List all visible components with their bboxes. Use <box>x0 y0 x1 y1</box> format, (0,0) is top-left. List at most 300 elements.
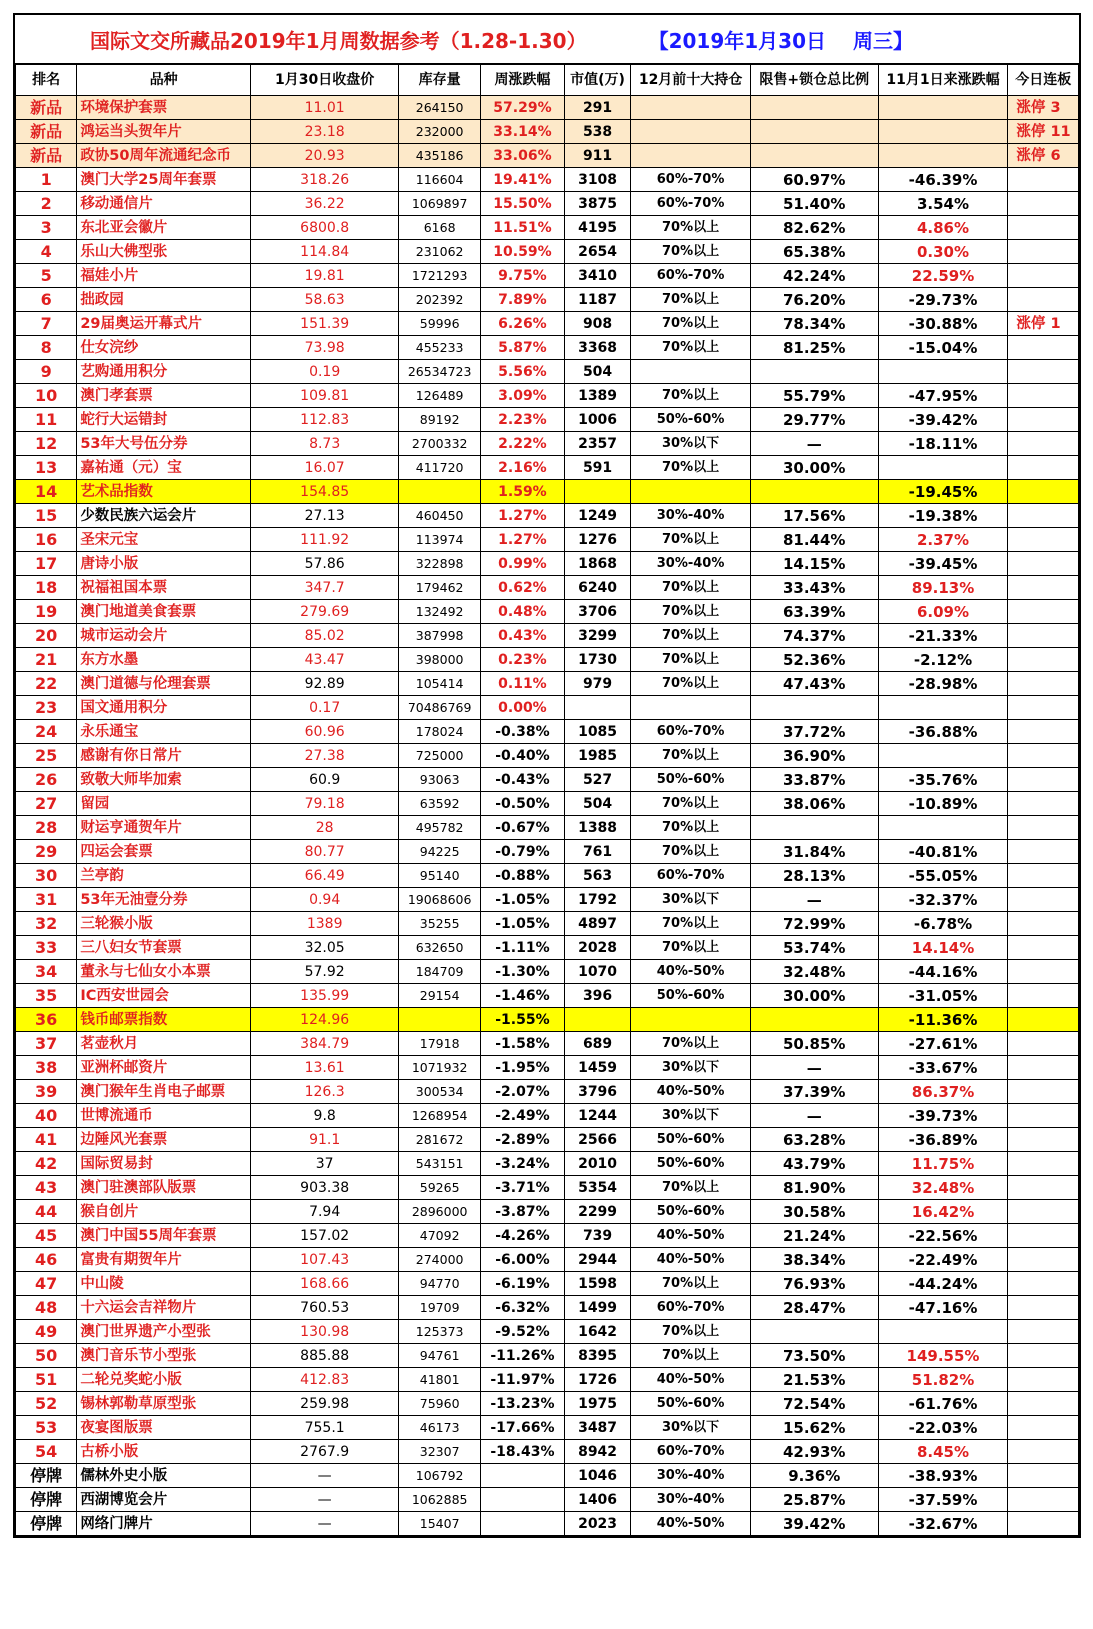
name-cell: 二轮兑奖蛇小版 <box>77 1368 251 1392</box>
close-price-cell: 157.02 <box>251 1224 399 1248</box>
name-cell: 祝福祖国本票 <box>77 576 251 600</box>
since-nov1-cell: -10.89% <box>878 792 1008 816</box>
name-cell: 古桥小版 <box>77 1440 251 1464</box>
market-value-cell: 1406 <box>564 1488 630 1512</box>
table-row <box>16 1512 1079 1536</box>
header-lock-ratio: 限售+锁仓总比例 <box>750 65 878 96</box>
stock-cell: 15407 <box>399 1512 481 1536</box>
report-date: 【2019年1月30日 周三】 <box>648 28 913 53</box>
since-nov1-cell: -33.67% <box>878 1056 1008 1080</box>
table-row <box>16 696 1079 720</box>
lock-ratio-cell: 25.87% <box>750 1488 878 1512</box>
rank-cell: 38 <box>16 1056 77 1080</box>
limit-up-cell: 涨停 1 <box>1008 312 1079 336</box>
top10-holdings-cell: 70%以上 <box>631 912 751 936</box>
lock-ratio-cell: — <box>750 432 878 456</box>
weekly-change-cell: 0.62% <box>481 576 565 600</box>
limit-up-cell <box>1008 336 1079 360</box>
name-cell: 儒林外史小版 <box>77 1464 251 1488</box>
stock-cell: 231062 <box>399 240 481 264</box>
limit-up-cell <box>1008 504 1079 528</box>
name-cell: 移动通信片 <box>77 192 251 216</box>
header-name: 品种 <box>77 65 251 96</box>
lock-ratio-cell: 33.87% <box>750 768 878 792</box>
stock-cell: 29154 <box>399 984 481 1008</box>
table-row <box>16 864 1079 888</box>
stock-cell: 93063 <box>399 768 481 792</box>
rank-cell: 15 <box>16 504 77 528</box>
top10-holdings-cell: 70%以上 <box>631 792 751 816</box>
stock-cell: 435186 <box>399 144 481 168</box>
table-row <box>16 720 1079 744</box>
top10-holdings-cell <box>631 144 751 168</box>
close-price-cell: 885.88 <box>251 1344 399 1368</box>
name-cell: 十六运会吉祥物片 <box>77 1296 251 1320</box>
market-value-cell: 1598 <box>564 1272 630 1296</box>
table-row <box>16 504 1079 528</box>
rank-cell: 37 <box>16 1032 77 1056</box>
market-value-cell: 396 <box>564 984 630 1008</box>
rank-cell: 32 <box>16 912 77 936</box>
since-nov1-cell: -22.49% <box>878 1248 1008 1272</box>
rank-cell: 停牌 <box>16 1488 77 1512</box>
lock-ratio-cell: 63.39% <box>750 600 878 624</box>
stock-cell: 59265 <box>399 1176 481 1200</box>
market-value-cell: 4195 <box>564 216 630 240</box>
name-cell: 边陲风光套票 <box>77 1128 251 1152</box>
rank-cell: 5 <box>16 264 77 288</box>
lock-ratio-cell: 74.37% <box>750 624 878 648</box>
since-nov1-cell: -29.73% <box>878 288 1008 312</box>
weekly-change-cell: -3.87% <box>481 1200 565 1224</box>
top10-holdings-cell: 60%-70% <box>631 1440 751 1464</box>
lock-ratio-cell <box>750 144 878 168</box>
weekly-change-cell <box>481 1464 565 1488</box>
close-price-cell: 27.38 <box>251 744 399 768</box>
stock-cell: 132492 <box>399 600 481 624</box>
weekly-change-cell: -6.32% <box>481 1296 565 1320</box>
limit-up-cell <box>1008 888 1079 912</box>
name-cell: 嘉祐通（元）宝 <box>77 456 251 480</box>
stock-cell: 41801 <box>399 1368 481 1392</box>
limit-up-cell <box>1008 216 1079 240</box>
market-value-cell: 2654 <box>564 240 630 264</box>
weekly-change-cell: 19.41% <box>481 168 565 192</box>
stock-cell: 178024 <box>399 720 481 744</box>
top10-holdings-cell: 70%以上 <box>631 1272 751 1296</box>
top10-holdings-cell: 30%以下 <box>631 1104 751 1128</box>
name-cell: 拙政园 <box>77 288 251 312</box>
name-cell: 夜宴图版票 <box>77 1416 251 1440</box>
weekly-change-cell: 7.89% <box>481 288 565 312</box>
lock-ratio-cell <box>750 1320 878 1344</box>
limit-up-cell <box>1008 552 1079 576</box>
close-price-cell: 107.43 <box>251 1248 399 1272</box>
limit-up-cell <box>1008 1392 1079 1416</box>
since-nov1-cell: 32.48% <box>878 1176 1008 1200</box>
close-price-cell: 126.3 <box>251 1080 399 1104</box>
market-value-cell: 1244 <box>564 1104 630 1128</box>
name-cell: 澳门驻澳部队版票 <box>77 1176 251 1200</box>
limit-up-cell <box>1008 1368 1079 1392</box>
rank-cell: 43 <box>16 1176 77 1200</box>
header-top10-holdings: 12月前十大持仓 <box>631 65 751 96</box>
limit-up-cell <box>1008 1224 1079 1248</box>
rank-cell: 25 <box>16 744 77 768</box>
lock-ratio-cell: 37.72% <box>750 720 878 744</box>
top10-holdings-cell: 60%-70% <box>631 720 751 744</box>
rank-cell: 54 <box>16 1440 77 1464</box>
close-price-cell: 19.81 <box>251 264 399 288</box>
market-value-cell: 1070 <box>564 960 630 984</box>
since-nov1-cell: 89.13% <box>878 576 1008 600</box>
weekly-change-cell: -0.88% <box>481 864 565 888</box>
rank-cell: 36 <box>16 1008 77 1032</box>
limit-up-cell <box>1008 1512 1079 1536</box>
top10-holdings-cell: 70%以上 <box>631 336 751 360</box>
table-row <box>16 192 1079 216</box>
limit-up-cell <box>1008 1080 1079 1104</box>
lock-ratio-cell: 28.13% <box>750 864 878 888</box>
since-nov1-cell: 4.86% <box>878 216 1008 240</box>
lock-ratio-cell: 21.24% <box>750 1224 878 1248</box>
weekly-change-cell: 2.22% <box>481 432 565 456</box>
market-value-cell: 504 <box>564 792 630 816</box>
rank-cell: 18 <box>16 576 77 600</box>
lock-ratio-cell: 36.90% <box>750 744 878 768</box>
weekly-change-cell: -6.19% <box>481 1272 565 1296</box>
limit-up-cell <box>1008 384 1079 408</box>
market-value-cell: 527 <box>564 768 630 792</box>
close-price-cell: — <box>251 1512 399 1536</box>
close-price-cell: 111.92 <box>251 528 399 552</box>
rank-cell: 28 <box>16 816 77 840</box>
limit-up-cell <box>1008 1488 1079 1512</box>
lock-ratio-cell <box>750 96 878 120</box>
table-row <box>16 1416 1079 1440</box>
stock-cell: 113974 <box>399 528 481 552</box>
limit-up-cell <box>1008 1152 1079 1176</box>
top10-holdings-cell: 70%以上 <box>631 1032 751 1056</box>
name-cell: 猴自创片 <box>77 1200 251 1224</box>
top10-holdings-cell: 30%-40% <box>631 552 751 576</box>
title-bar <box>15 15 1079 64</box>
limit-up-cell <box>1008 1464 1079 1488</box>
weekly-change-cell: -0.43% <box>481 768 565 792</box>
table-row <box>16 1176 1079 1200</box>
lock-ratio-cell: 30.00% <box>750 456 878 480</box>
top10-holdings-cell: 50%-60% <box>631 1392 751 1416</box>
name-cell: 澳门音乐节小型张 <box>77 1344 251 1368</box>
since-nov1-cell: 14.14% <box>878 936 1008 960</box>
rank-cell: 新品 <box>16 96 77 120</box>
stock-cell: 1062885 <box>399 1488 481 1512</box>
table-header-row <box>16 65 1079 96</box>
since-nov1-cell <box>878 816 1008 840</box>
lock-ratio-cell: 63.28% <box>750 1128 878 1152</box>
name-cell: 艺术品指数 <box>77 480 251 504</box>
lock-ratio-cell: 81.90% <box>750 1176 878 1200</box>
market-value-cell: 1085 <box>564 720 630 744</box>
weekly-change-cell: -1.05% <box>481 888 565 912</box>
limit-up-cell <box>1008 648 1079 672</box>
lock-ratio-cell: 9.36% <box>750 1464 878 1488</box>
table-row <box>16 1224 1079 1248</box>
name-cell: 三轮猴小版 <box>77 912 251 936</box>
stock-cell: 59996 <box>399 312 481 336</box>
market-value-cell: 3108 <box>564 168 630 192</box>
lock-ratio-cell: 30.58% <box>750 1200 878 1224</box>
market-value-cell: 3410 <box>564 264 630 288</box>
rank-cell: 48 <box>16 1296 77 1320</box>
top10-holdings-cell: 70%以上 <box>631 1320 751 1344</box>
limit-up-cell <box>1008 1248 1079 1272</box>
top10-holdings-cell: 70%以上 <box>631 1176 751 1200</box>
stock-cell: 1069897 <box>399 192 481 216</box>
lock-ratio-cell: 72.99% <box>750 912 878 936</box>
close-price-cell: 347.7 <box>251 576 399 600</box>
close-price-cell: — <box>251 1488 399 1512</box>
close-price-cell: 32.05 <box>251 936 399 960</box>
market-value-cell: 538 <box>564 120 630 144</box>
close-price-cell: 37 <box>251 1152 399 1176</box>
close-price-cell: 109.81 <box>251 384 399 408</box>
close-price-cell: 73.98 <box>251 336 399 360</box>
name-cell: 三八妇女节套票 <box>77 936 251 960</box>
top10-holdings-cell: 70%以上 <box>631 240 751 264</box>
table-row <box>16 624 1079 648</box>
stock-cell <box>399 1008 481 1032</box>
rank-cell: 50 <box>16 1344 77 1368</box>
since-nov1-cell: 3.54% <box>878 192 1008 216</box>
limit-up-cell <box>1008 912 1079 936</box>
name-cell: 鸿运当头贺年片 <box>77 120 251 144</box>
since-nov1-cell: -36.88% <box>878 720 1008 744</box>
market-value-cell: 908 <box>564 312 630 336</box>
name-cell: 国文通用积分 <box>77 696 251 720</box>
weekly-change-cell: -0.40% <box>481 744 565 768</box>
market-value-cell: 1868 <box>564 552 630 576</box>
weekly-change-cell: 2.23% <box>481 408 565 432</box>
lock-ratio-cell: 53.74% <box>750 936 878 960</box>
table-row <box>16 768 1079 792</box>
table-row <box>16 1008 1079 1032</box>
close-price-cell: 259.98 <box>251 1392 399 1416</box>
stock-cell: 411720 <box>399 456 481 480</box>
header-market-value: 市值(万) <box>564 65 630 96</box>
table-row <box>16 336 1079 360</box>
weekly-change-cell: 6.26% <box>481 312 565 336</box>
header-stock: 库存量 <box>399 65 481 96</box>
weekly-change-cell: 0.23% <box>481 648 565 672</box>
top10-holdings-cell: 50%-60% <box>631 408 751 432</box>
name-cell: IC西安世园会 <box>77 984 251 1008</box>
rank-cell: 14 <box>16 480 77 504</box>
table-row <box>16 1296 1079 1320</box>
since-nov1-cell: -32.67% <box>878 1512 1008 1536</box>
since-nov1-cell: -21.33% <box>878 624 1008 648</box>
since-nov1-cell: -19.38% <box>878 504 1008 528</box>
close-price-cell: 66.49 <box>251 864 399 888</box>
market-value-cell: 3299 <box>564 624 630 648</box>
top10-holdings-cell: 40%-50% <box>631 1368 751 1392</box>
table-row <box>16 1032 1079 1056</box>
since-nov1-cell: -2.12% <box>878 648 1008 672</box>
top10-holdings-cell: 70%以上 <box>631 528 751 552</box>
since-nov1-cell: 6.09% <box>878 600 1008 624</box>
limit-up-cell <box>1008 1104 1079 1128</box>
lock-ratio-cell: 29.77% <box>750 408 878 432</box>
lock-ratio-cell: 60.97% <box>750 168 878 192</box>
since-nov1-cell: 8.45% <box>878 1440 1008 1464</box>
name-cell: 澳门大学25周年套票 <box>77 168 251 192</box>
limit-up-cell <box>1008 528 1079 552</box>
weekly-change-cell: 3.09% <box>481 384 565 408</box>
header-since-nov1: 11月1日来涨跌幅 <box>878 65 1008 96</box>
close-price-cell: 11.01 <box>251 96 399 120</box>
since-nov1-cell: -36.89% <box>878 1128 1008 1152</box>
market-value-cell: 5354 <box>564 1176 630 1200</box>
lock-ratio-cell: 55.79% <box>750 384 878 408</box>
close-price-cell: 79.18 <box>251 792 399 816</box>
name-cell: 29届奥运开幕式片 <box>77 312 251 336</box>
since-nov1-cell: 51.82% <box>878 1368 1008 1392</box>
market-value-cell: 739 <box>564 1224 630 1248</box>
rank-cell: 新品 <box>16 120 77 144</box>
header-close: 1月30日收盘价 <box>251 65 399 96</box>
since-nov1-cell <box>878 144 1008 168</box>
limit-up-cell <box>1008 720 1079 744</box>
market-value-cell: 2023 <box>564 1512 630 1536</box>
name-cell: 锡林郭勒草原型张 <box>77 1392 251 1416</box>
close-price-cell: 43.47 <box>251 648 399 672</box>
limit-up-cell <box>1008 1272 1079 1296</box>
stock-cell: 543151 <box>399 1152 481 1176</box>
top10-holdings-cell: 60%-70% <box>631 1296 751 1320</box>
top10-holdings-cell: 60%-70% <box>631 264 751 288</box>
limit-up-cell <box>1008 936 1079 960</box>
lock-ratio-cell: 33.43% <box>750 576 878 600</box>
limit-up-cell <box>1008 240 1079 264</box>
top10-holdings-cell: 40%-50% <box>631 1248 751 1272</box>
top10-holdings-cell: 50%-60% <box>631 984 751 1008</box>
table-row <box>16 384 1079 408</box>
market-value-cell: 8942 <box>564 1440 630 1464</box>
market-value-cell: 2944 <box>564 1248 630 1272</box>
market-value-cell: 979 <box>564 672 630 696</box>
since-nov1-cell: -30.88% <box>878 312 1008 336</box>
name-cell: 感谢有你日常片 <box>77 744 251 768</box>
weekly-change-cell: -3.71% <box>481 1176 565 1200</box>
since-nov1-cell: -39.45% <box>878 552 1008 576</box>
stock-cell: 495782 <box>399 816 481 840</box>
table-row <box>16 1248 1079 1272</box>
since-nov1-cell: 22.59% <box>878 264 1008 288</box>
stock-cell: 1268954 <box>399 1104 481 1128</box>
market-value-cell: 1459 <box>564 1056 630 1080</box>
market-value-cell: 3796 <box>564 1080 630 1104</box>
table-row <box>16 1128 1079 1152</box>
weekly-change-cell: -0.50% <box>481 792 565 816</box>
rank-cell: 26 <box>16 768 77 792</box>
since-nov1-cell <box>878 744 1008 768</box>
stock-cell: 63592 <box>399 792 481 816</box>
close-price-cell: 1389 <box>251 912 399 936</box>
lock-ratio-cell <box>750 816 878 840</box>
close-price-cell: 0.19 <box>251 360 399 384</box>
top10-holdings-cell: 70%以上 <box>631 384 751 408</box>
table-row <box>16 1272 1079 1296</box>
rank-cell: 3 <box>16 216 77 240</box>
limit-up-cell <box>1008 1032 1079 1056</box>
rank-cell: 16 <box>16 528 77 552</box>
close-price-cell: 57.92 <box>251 960 399 984</box>
close-price-cell: 112.83 <box>251 408 399 432</box>
close-price-cell: 91.1 <box>251 1128 399 1152</box>
stock-cell: 126489 <box>399 384 481 408</box>
stock-cell: 94770 <box>399 1272 481 1296</box>
limit-up-cell <box>1008 1056 1079 1080</box>
limit-up-cell <box>1008 1008 1079 1032</box>
close-price-cell: 760.53 <box>251 1296 399 1320</box>
stock-cell: 32307 <box>399 1440 481 1464</box>
since-nov1-cell: -44.16% <box>878 960 1008 984</box>
stock-cell: 94761 <box>399 1344 481 1368</box>
rank-cell: 9 <box>16 360 77 384</box>
table-row <box>16 1104 1079 1128</box>
name-cell: 兰亭韵 <box>77 864 251 888</box>
name-cell: 网络门牌片 <box>77 1512 251 1536</box>
table-row <box>16 888 1079 912</box>
weekly-change-cell: -3.24% <box>481 1152 565 1176</box>
lock-ratio-cell: — <box>750 1104 878 1128</box>
lock-ratio-cell: 37.39% <box>750 1080 878 1104</box>
lock-ratio-cell <box>750 480 878 504</box>
close-price-cell: — <box>251 1464 399 1488</box>
market-value-cell: 504 <box>564 360 630 384</box>
limit-up-cell <box>1008 1344 1079 1368</box>
rank-cell: 12 <box>16 432 77 456</box>
since-nov1-cell <box>878 96 1008 120</box>
lock-ratio-cell: 73.50% <box>750 1344 878 1368</box>
rank-cell: 53 <box>16 1416 77 1440</box>
close-price-cell: 151.39 <box>251 312 399 336</box>
stock-cell: 2700332 <box>399 432 481 456</box>
stock-cell: 70486769 <box>399 696 481 720</box>
limit-up-cell <box>1008 984 1079 1008</box>
stock-cell: 1721293 <box>399 264 481 288</box>
rank-cell: 20 <box>16 624 77 648</box>
stock-cell <box>399 480 481 504</box>
name-cell: 圣宋元宝 <box>77 528 251 552</box>
limit-up-cell <box>1008 672 1079 696</box>
limit-up-cell <box>1008 624 1079 648</box>
top10-holdings-cell <box>631 360 751 384</box>
limit-up-cell <box>1008 600 1079 624</box>
lock-ratio-cell: 38.34% <box>750 1248 878 1272</box>
rank-cell: 24 <box>16 720 77 744</box>
close-price-cell: 80.77 <box>251 840 399 864</box>
table-row <box>16 600 1079 624</box>
close-price-cell: 27.13 <box>251 504 399 528</box>
since-nov1-cell <box>878 456 1008 480</box>
close-price-cell: 92.89 <box>251 672 399 696</box>
weekly-change-cell: 0.48% <box>481 600 565 624</box>
stock-cell: 116604 <box>399 168 481 192</box>
limit-up-cell <box>1008 816 1079 840</box>
lock-ratio-cell: 76.20% <box>750 288 878 312</box>
stock-cell: 184709 <box>399 960 481 984</box>
